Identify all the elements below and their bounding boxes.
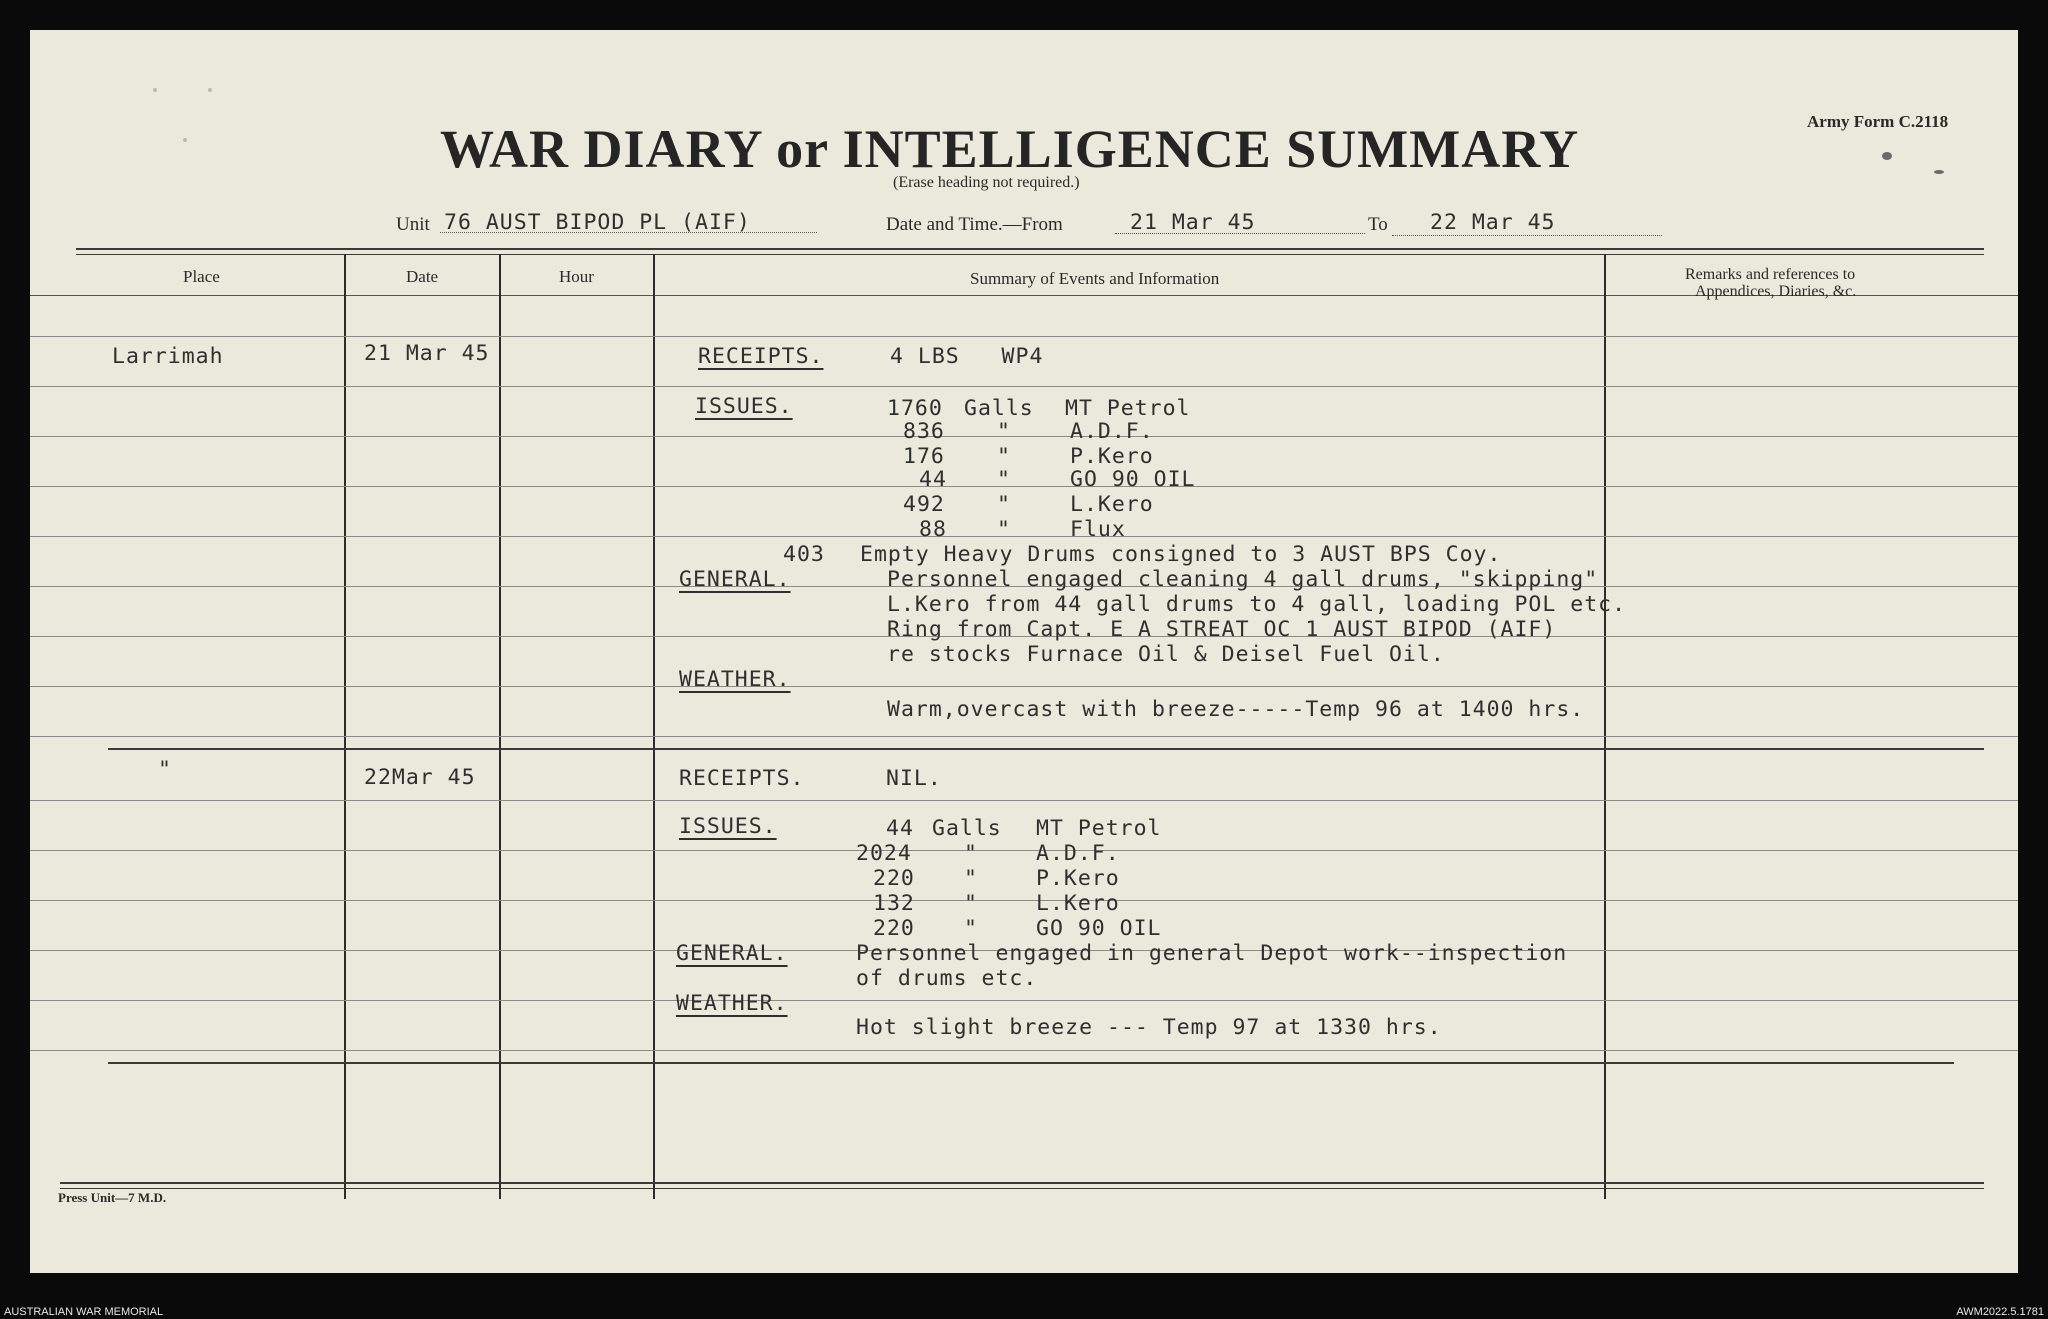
issue-unit: " [964, 916, 978, 941]
issue-unit: " [997, 492, 1011, 517]
date-from-value: 21 Mar 45 [1130, 210, 1256, 235]
issue-item: L.Kero [1070, 492, 1154, 517]
army-form-number: Army Form C.2118 [1807, 112, 1949, 131]
general-label: GENERAL. [679, 567, 791, 592]
receipts-value: NIL. [886, 766, 942, 791]
general-label: GENERAL. [676, 941, 788, 966]
issue-item: Flux [1070, 517, 1126, 542]
issue-qty: 1760 [887, 396, 943, 421]
column-divider [499, 254, 501, 1199]
drums-qty: 403 [783, 542, 825, 567]
issue-item: P.Kero [1070, 444, 1154, 469]
receipts-label: RECEIPTS. [679, 766, 805, 791]
general-line: Personnel engaged in general Depot work--inspection [856, 941, 1568, 966]
archive-reference: AWM2022.5.1781 [1956, 1306, 2044, 1318]
issue-item: A.D.F. [1070, 419, 1154, 444]
punch-mark [1882, 152, 1892, 160]
issue-unit: " [997, 419, 1011, 444]
issues-label: ISSUES. [695, 394, 793, 419]
issue-qty: 220 [873, 866, 915, 891]
issue-qty: 836 [903, 419, 945, 444]
issue-item: A.D.F. [1036, 841, 1120, 866]
column-header-hour: Hour [559, 267, 594, 286]
drums-text: Empty Heavy Drums consigned to 3 AUST BPS Coy. [860, 542, 1502, 567]
punch-mark [153, 88, 157, 92]
table-top-rule [76, 248, 1984, 250]
weather-label: WEATHER. [676, 991, 788, 1016]
issue-qty: 44 [919, 467, 947, 492]
diary-page [30, 30, 2018, 1273]
date-to-value: 22 Mar 45 [1430, 210, 1556, 235]
column-header-date: Date [406, 267, 439, 286]
punch-mark [1934, 170, 1944, 174]
unit-value: 76 AUST BIPOD PL (AIF) [444, 210, 751, 235]
column-divider [344, 254, 346, 1199]
page-title: WAR DIARY or INTELLIGENCE SUMMARY [440, 119, 1580, 179]
issue-unit: " [997, 467, 1011, 492]
issue-qty: 220 [873, 916, 915, 941]
issue-item: GO 90 OIL [1070, 467, 1196, 492]
issue-unit: " [964, 891, 978, 916]
punch-mark [183, 138, 187, 142]
issue-qty: 492 [903, 492, 945, 517]
entry-date: 22Mar 45 [364, 765, 476, 790]
entry-place: " [158, 757, 172, 782]
erase-note: (Erase heading not required.) [893, 174, 1080, 191]
weather-label: WEATHER. [679, 667, 791, 692]
receipts-label: RECEIPTS. [698, 344, 824, 369]
issue-item: P.Kero [1036, 866, 1120, 891]
issues-label: ISSUES. [679, 814, 777, 839]
issue-unit: " [964, 841, 978, 866]
issue-item: L.Kero [1036, 891, 1120, 916]
entry-date: 21 Mar 45 [364, 341, 490, 366]
date-time-label: Date and Time.—From [886, 214, 1063, 235]
issue-qty: 176 [903, 444, 945, 469]
entry-separator [108, 748, 1984, 750]
form-footer: Press Unit—7 M.D. [58, 1190, 167, 1205]
archive-credit: AUSTRALIAN WAR MEMORIAL [4, 1306, 164, 1318]
weather-text: Warm,overcast with breeze-----Temp 96 at 1400 hrs. [887, 697, 1585, 722]
column-divider [653, 254, 655, 1199]
issue-unit: Galls [964, 396, 1034, 421]
weather-text: Hot slight breeze --- Temp 97 at 1330 hrs. [856, 1015, 1442, 1040]
column-header-place: Place [183, 267, 220, 286]
punch-mark [208, 88, 212, 92]
issue-unit: " [964, 866, 978, 891]
general-line: re stocks Furnace Oil & Deisel Fuel Oil. [887, 642, 1445, 667]
entry-place: Larrimah [112, 344, 224, 369]
general-line: of drums etc. [856, 966, 1038, 991]
issue-qty: 132 [873, 891, 915, 916]
column-divider [1604, 254, 1606, 1199]
issue-qty: 2024 [856, 841, 912, 866]
issue-item: MT Petrol [1065, 396, 1191, 421]
issue-qty: 44 [886, 816, 914, 841]
unit-label: Unit [396, 214, 430, 235]
receipts-value: 4 LBS WP4 [890, 344, 1044, 369]
issue-unit: " [997, 444, 1011, 469]
column-header-summary: Summary of Events and Information [970, 269, 1220, 288]
entry-separator [108, 1062, 1954, 1064]
general-line: Personnel engaged cleaning 4 gall drums, "skipping" [887, 567, 1599, 592]
issue-unit: " [997, 517, 1011, 542]
issue-unit: Galls [932, 816, 1002, 841]
column-header-remarks: Remarks and references to [1685, 266, 1856, 283]
issue-item: MT Petrol [1036, 816, 1162, 841]
issue-item: GO 90 OIL [1036, 916, 1162, 941]
general-line: L.Kero from 44 gall drums to 4 gall, loading POL etc. [887, 592, 1627, 617]
to-label: To [1368, 214, 1388, 235]
general-line: Ring from Capt. E A STREAT OC 1 AUST BIPOD (AIF) [887, 617, 1557, 642]
column-header-remarks: Appendices, Diaries, &c. [1695, 283, 1857, 300]
table-bottom-rule [60, 1182, 1984, 1184]
issue-qty: 88 [919, 517, 947, 542]
